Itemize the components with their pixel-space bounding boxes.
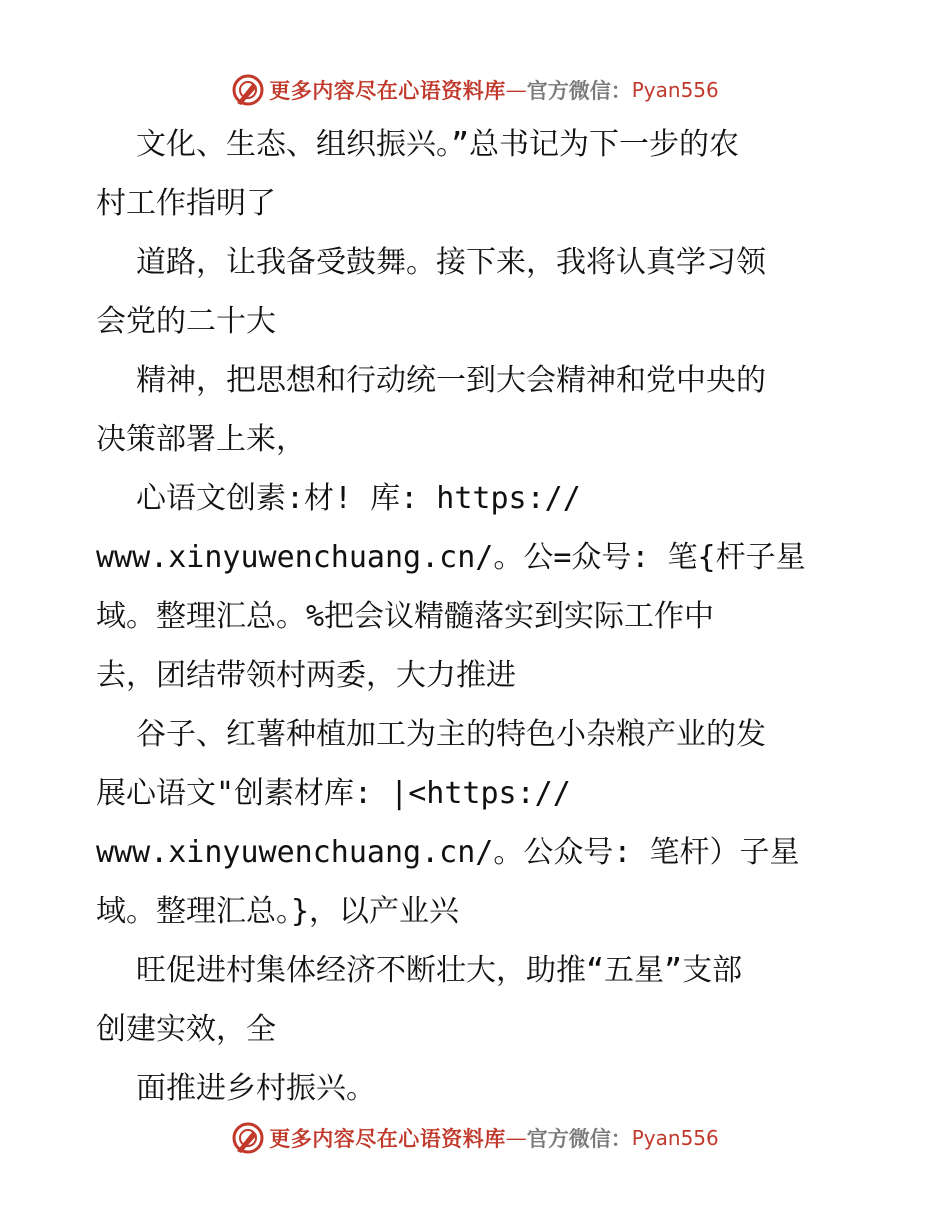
body-line: 面推进乡村振兴。 xyxy=(136,1071,376,1106)
body-line: 创建实效，全 xyxy=(96,1012,276,1047)
pen-logo-icon xyxy=(231,73,265,107)
body-line: www.xinyuwenchuang.cn/。公众号: 笔杆）子星 xyxy=(96,835,800,870)
pen-logo-icon xyxy=(231,1121,265,1155)
banner-wechat-account: Pyan556 xyxy=(631,78,719,102)
body-line: 会党的二十大 xyxy=(96,304,276,339)
banner-slogan: 更多内容尽在心语资料库 xyxy=(269,1126,506,1151)
body-line: 谷子、红薯种植加工为主的特色小杂粮产业的发 xyxy=(136,717,766,752)
body-line: 决策部署上来， xyxy=(96,422,306,457)
body-line: 域。整理汇总。}，以产业兴 xyxy=(96,894,460,929)
footer-banner xyxy=(0,1118,950,1158)
banner-wechat-label: 官方微信： xyxy=(526,1126,632,1151)
banner-wechat-label: 官方微信： xyxy=(526,78,632,103)
body-line: 心语文创素:材! 库: https:// xyxy=(136,481,581,516)
banner-separator: — xyxy=(505,1126,527,1150)
body-line: 村工作指明了 xyxy=(96,186,276,221)
body-line: 旺促进村集体经济不断壮大，助推“五星”支部 xyxy=(136,953,743,988)
body-line: www.xinyuwenchuang.cn/。公=众号: 笔{杆子星 xyxy=(96,540,806,575)
body-line: 文化、生态、组织振兴。”总书记为下一步的农 xyxy=(136,127,740,162)
body-line: 道路，让我备受鼓舞。接下来，我将认真学习领 xyxy=(136,245,766,280)
header-banner xyxy=(0,70,950,110)
banner-wechat-account: Pyan556 xyxy=(631,1126,719,1150)
document-body xyxy=(96,115,876,1118)
body-line: 精神，把思想和行动统一到大会精神和党中央的 xyxy=(136,363,766,398)
banner-separator: — xyxy=(505,78,527,102)
banner-slogan: 更多内容尽在心语资料库 xyxy=(269,78,506,103)
body-line: 展心语文"创素材库: |<https:// xyxy=(96,776,571,811)
body-line: 域。整理汇总。%把会议精髓落实到实际工作中 xyxy=(96,599,715,634)
body-line: 去，团结带领村两委，大力推进 xyxy=(96,658,516,693)
